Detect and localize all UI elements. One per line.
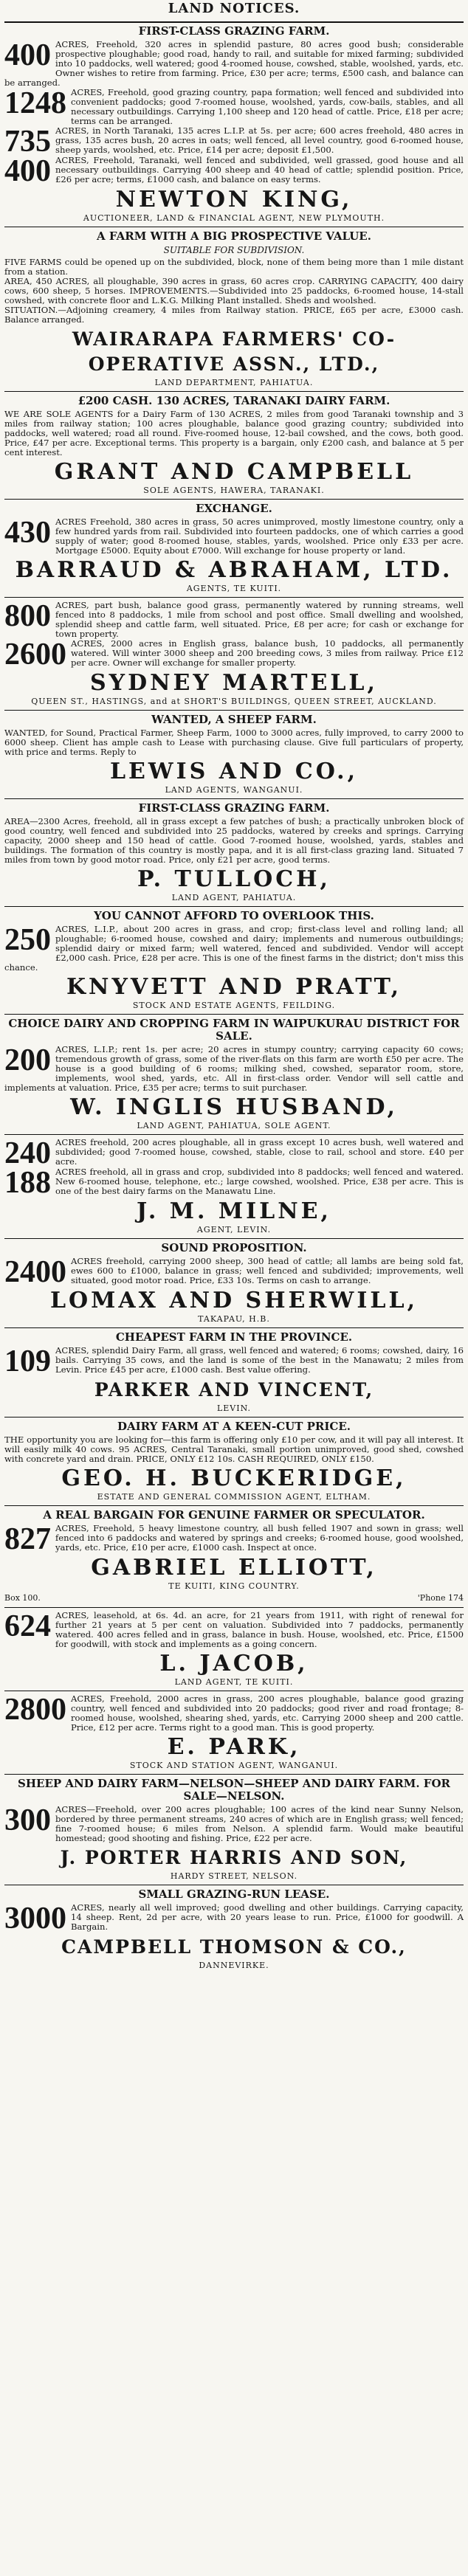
acre-number: 2400 — [4, 1255, 66, 1289]
ad-sound-proposition — [4, 1242, 464, 1324]
ad-headline: WANTED, A SHEEP FARM. — [151, 713, 317, 726]
section-rule — [4, 21, 464, 23]
ad-text: ACRES, Freehold, 5 heavy limestone country, all bush felled 1907 and sown in grass; well fenced into 6 paddocks and watered by springs and creeks; 6-roomed house, good woolshed, yards, etc. Price, £10 per acre, £1000 cash. Inspect at once. — [55, 1523, 464, 1553]
agent-name: L. JACOB, — [159, 1651, 309, 1677]
agent-name: GRANT AND CAMPBELL — [54, 459, 414, 485]
ad-milne-levin — [4, 1138, 464, 1235]
acre-number: 250 — [4, 923, 51, 957]
agent-subtitle: LAND AGENT, PAHIATUA, SOLE AGENT. — [137, 1121, 331, 1130]
acre-number: 2600 — [4, 638, 66, 671]
acre-number: 300 — [4, 1803, 51, 1837]
agent-name: LOMAX AND SHERWILL, — [49, 1288, 419, 1313]
ad-nelson-sheep-dairy — [4, 1778, 464, 1881]
agent-subtitle: AUCTIONEER, LAND & FINANCIAL AGENT, NEW PLYMOUTH. — [83, 213, 385, 223]
ad-text: ACRES, L.I.P.; rent 1s. per acre; 20 acres in stumpy country; carrying capacity 60 cows; tremendous growth of grass, some of the river-flats on this farm are worth £50 per acre. The house is a good building of 6 rooms; milking shed, cowshed, separator room, store, implements, wool shed, yards, etc. All in first-class order. Vendor will sell cattle and implements at valuation. Price, £35 per acre; terms to suit purchaser. — [4, 1044, 464, 1093]
ad-text: ACRES, splendid Dairy Farm, all grass, well fenced and watered; 6 rooms; cowshed, dairy, 16 bails. Carrying 35 cows, and the land is some of the best in the Manawatu; 2 miles from Levin. Price £45 per acre, £1000 cash. Best value offering. — [55, 1345, 464, 1375]
divider — [4, 1238, 464, 1239]
agent-subtitle: LAND AGENT, TE KUITI. — [174, 1677, 294, 1687]
ad-text: ACRES—Freehold, over 200 acres ploughable; 100 acres of the kind near Sunny Nelson, bordered by three permanent streams, 240 acres of which are in English grass; well fenced; fine 7-roomed house; 6 miles from Nelson. A splendid farm. Would make beautiful homestead; good shooting and fishing. Price, £22 per acre. — [55, 1804, 464, 1843]
agent-name: J. M. MILNE, — [137, 1198, 331, 1224]
ad-headline: SMALL GRAZING-RUN LEASE. — [138, 1888, 330, 1901]
divider — [4, 710, 464, 711]
acre-number: 2800 — [4, 1693, 66, 1727]
ad-headline: DAIRY FARM AT A KEEN-CUT PRICE. — [117, 1420, 351, 1433]
ad-small-grazing-run — [4, 1888, 464, 1970]
agent-subtitle: STOCK AND ESTATE AGENTS, FEILDING. — [132, 1001, 336, 1010]
ad-headline: A FARM WITH A BIG PROSPECTIVE VALUE. — [97, 229, 371, 243]
acre-number: 735 — [4, 125, 51, 159]
section-title: LAND NOTICES. — [168, 1, 300, 16]
acre-number: 1248 — [4, 86, 66, 120]
ad-headline: FIRST-CLASS GRAZING FARM. — [138, 801, 330, 815]
ad-first-class-grazing-farm — [4, 25, 464, 223]
agent-name: KNYVETT AND PRATT, — [66, 974, 402, 1000]
divider — [4, 1014, 464, 1015]
divider — [4, 1134, 464, 1135]
agent-name: W. INGLIS HUSBAND, — [70, 1094, 398, 1120]
ad-text: ACRES, leasehold, at 6s. 4d. an acre, for 21 years from 1911, with right of renewal for further 21 years at 5 per cent on valuation. Subdivided into 7 paddocks, permanently watered. 400 acres felled and in grass, balance in bush. House, woolshed, etc. Price, £1500 for goodwill, with stock and implements as a going concern. — [55, 1610, 464, 1649]
ad-subhead: SUITABLE FOR SUBDIVISION. — [163, 245, 305, 255]
divider — [4, 1505, 464, 1506]
ad-waipukurau-dairy — [4, 1018, 464, 1130]
agent-subtitle: TAKAPAU, H.B. — [198, 1314, 270, 1324]
agent-name: CAMPBELL THOMSON & CO., — [61, 1936, 407, 1958]
ad-big-prospective-value — [4, 230, 464, 387]
agent-subtitle: AGENT, LEVIN. — [196, 1225, 272, 1235]
ad-details: AREA, 450 ACRES, all ploughable, 390 acres in grass, 60 acres crop. CARRYING CAPACITY, 400 dairy cows, 600 sheep, 5 horses. IMPROVEMENTS.—Subdivided into 25 paddocks, 6-roomed house, 14-stall cowshed, with concrete floor and L.K.G. Milking Plant installed. Sheds and woolshed. — [4, 276, 464, 305]
agent-subtitle: LAND AGENTS, WANGANUI. — [165, 785, 303, 795]
ad-text: ACRES, Freehold, 320 acres in splendid pasture, 80 acres good bush; considerable prospective ploughable; good road, handy to rail, and suitable for mixed farming; subdivided into 10 paddocks, well watered; good 4-roomed house, cowshed, stable, woolshed, yards, etc. Owner wishes to retire from farming. Price, £30 per acre; terms, £500 cash, and balance can be arranged. — [4, 39, 464, 88]
agent-subtitle: HARDY STREET, NELSON. — [170, 1871, 298, 1881]
ad-text: ACRES, Freehold, Taranaki, well fenced and subdivided, well grassed, good house and all necessary outbuildings. Carrying 400 sheep and 40 head of cattle; splendid position. Price, £26 per acre; terms, £1000 cash, and balance on easy terms. — [55, 155, 464, 184]
ad-text: ACRES, 2000 acres in English grass, balance bush, 10 paddocks, all permanently watered. Will winter 3000 sheep and 200 breeding cows, 3 miles from railway. Price £12 per acre. Owner will exchange for smaller property. — [71, 638, 464, 668]
ad-cheapest-farm — [4, 1331, 464, 1413]
ad-text: ACRES, L.I.P., about 200 acres in grass, and crop; first-class level and rolling land; all ploughable; 6-roomed house, cowshed and dairy; implements and numerous outbuildings; splendid dairy or mixed farm; well watered, fenced and subdivided. Vendor will accept £2,000 cash. Price, £28 per acre. This is one of the finest farms in the district; don't miss this chance. — [4, 924, 464, 973]
ad-exchange — [4, 503, 464, 593]
agent-name: NEWTON KING, — [115, 187, 353, 213]
acre-number: 188 — [4, 1166, 51, 1200]
ad-text: ACRES freehold, all in grass and crop, subdivided into 8 paddocks; well fenced and watered. New 6-roomed house, telephone, etc.; large cowshed, woolshed. Price, £38 per acre. This is one of the best dairy farms on the Manawatu Line. — [55, 1167, 464, 1196]
agent-subtitle: STOCK AND STATION AGENT, WANGANUI. — [129, 1761, 339, 1770]
agent-subtitle: QUEEN ST., HASTINGS, and at SHORT'S BUILDINGS, QUEEN STREET, AUCKLAND. — [31, 697, 437, 706]
ad-headline: FIRST-CLASS GRAZING FARM. — [138, 24, 330, 38]
ad-headline: EXCHANGE. — [196, 502, 272, 515]
divider — [4, 1327, 464, 1328]
ad-situation: SITUATION.—Adjoining creamery, 4 miles from Railway station. PRICE, £65 per acre, £3000 cash. Balance arranged. — [4, 305, 464, 325]
ad-real-bargain — [4, 1509, 464, 1603]
ad-first-class-grazing-farm-pahiatua — [4, 802, 464, 902]
agent-subtitle: AGENTS, TE KUITI. — [186, 584, 282, 593]
agent-name: J. PORTER HARRIS AND SON, — [60, 1847, 408, 1868]
ad-text: THE opportunity you are looking for—this farm is offering only £10 per cow, and it will pay all interest. It will easily milk 40 cows. 95 ACRES, Central Taranaki, small portion unimproved, good shed, cowshed with concrete yard and drain. PRICE, ONLY £12 10s. CASH REQUIRED, ONLY £150. — [4, 1434, 464, 1464]
ad-text: ACRES, Freehold, 2000 acres in grass, 200 acres ploughable, balance good grazing country, well fenced and subdivided into 20 paddocks; good river and road frontage; 8-roomed house, woolshed, shearing shed, yards, etc. Carrying 2000 sheep and 200 cattle. Price, £12 per acre. Terms right to a good man. This is good property. — [71, 1693, 464, 1733]
ad-keen-cut-price — [4, 1420, 464, 1502]
ad-text: ACRES freehold, carrying 2000 sheep, 300 head of cattle; all lambs are being sold fat, ewes 600 to £1000, balance in grass; well fenced and subdivided; improvements, well situated, good motor road. Price, £33 10s. Terms on cash to arrange. — [71, 1256, 464, 1285]
agent-subtitle: LEVIN. — [216, 1403, 252, 1413]
agent-subtitle: ESTATE AND GENERAL COMMISSION AGENT, ELTHAM. — [97, 1492, 371, 1502]
ad-text: ACRES, part bush, balance good grass, permanently watered by running streams, well fenced into 8 paddocks, 1 mile from school and post office. Small dwelling and woolshed, splendid sheep and cattle farm, well situated. Price, £8 per acre; for cash or exchange for town property. — [55, 600, 464, 639]
phone-number: 'Phone 174 — [417, 1593, 464, 1603]
agent-name: BARRAUD & ABRAHAM, LTD. — [15, 557, 453, 583]
ad-taranaki-dairy-farm — [4, 395, 464, 495]
agent-name: P. TULLOCH, — [137, 866, 331, 892]
agent-name: E. PARK, — [167, 1734, 301, 1760]
ad-headline: SHEEP AND DAIRY FARM—NELSON—SHEEP AND DAIRY FARM. FOR SALE—NELSON. — [18, 1777, 450, 1803]
ad-text: ACRES, nearly all well improved; good dwelling and other buildings. Carrying capacity, 14 sheep. Rent, 2d per acre, with 20 years lease to run. Price, £1000 for goodwill. A Bargain. — [71, 1902, 464, 1932]
ad-headline: £200 CASH. 130 ACRES, TARANAKI DAIRY FARM. — [78, 394, 390, 407]
agent-name: SYDNEY MARTELL, — [90, 670, 378, 696]
divider — [4, 499, 464, 500]
acre-number: 400 — [4, 154, 51, 188]
acre-number: 109 — [4, 1344, 51, 1378]
ad-leasehold-jacob — [4, 1611, 464, 1687]
divider — [4, 1774, 464, 1775]
divider — [4, 1417, 464, 1418]
acre-number: 240 — [4, 1136, 51, 1170]
acre-number: 3000 — [4, 1902, 66, 1936]
ad-text: WE ARE SOLE AGENTS for a Dairy Farm of 130 ACRES, 2 miles from good Taranaki township and 3 miles from railway station; 100 acres ploughable, balance good grazing country; subdivided into paddocks, well watered; road all round. Five-roomed house, 12-bail cowshed, and the cows, both good. Price, £47 per acre. Exceptional terms. This property is a bargain, only £200 cash, and balance at 5 per cent interest. — [4, 409, 464, 457]
agent-subtitle: LAND DEPARTMENT, PAHIATUA. — [154, 378, 314, 387]
ad-e-park — [4, 1694, 464, 1770]
ad-text: ACRES, in North Taranaki, 135 acres L.I.P. at 5s. per acre; 600 acres freehold, 480 acres in grass, 135 acres bush, 20 acres in oats; well fenced, all level country, good 6-roomed house, sheep yards, woolshed, etc. Price, £14 per acre; deposit £1,500. — [55, 125, 464, 155]
ad-cannot-overlook — [4, 910, 464, 1010]
agent-name: LEWIS AND CO., — [109, 759, 359, 784]
divider — [4, 1607, 464, 1608]
agent-name: WAIRARAPA FARMERS' CO-OPERATIVE ASSN., LTD., — [72, 328, 396, 375]
agent-name: GABRIEL ELLIOTT, — [91, 1555, 377, 1581]
agent-name: PARKER AND VINCENT, — [94, 1379, 374, 1401]
divider — [4, 391, 464, 392]
ad-headline: YOU CANNOT AFFORD TO OVERLOOK THIS. — [94, 909, 374, 922]
agent-subtitle: LAND AGENT, PAHIATUA. — [171, 893, 297, 902]
ad-text: ACRES Freehold, 380 acres in grass, 50 acres unimproved, mostly limestone country, only a few hundred yards from rail. Subdivided into fourteen paddocks, one of which carries a good supply of water; good 8-roomed house, stables, yards, woolshed. Price only £33 per acre. Mortgage £5000. Equity about £7000. Will exchange for house property or land. — [55, 517, 464, 556]
agent-name: GEO. H. BUCKERIDGE, — [61, 1465, 407, 1491]
ad-headline: CHEAPEST FARM IN THE PROVINCE. — [115, 1330, 353, 1344]
ad-text: ACRES, Freehold, good grazing country, papa formation; well fenced and subdivided into convenient paddocks; good 7-roomed house, woolshed, yards, cow-bails, stables, and all necessary outbuildings. Carrying 1,100 sheep and 120 head of cattle. Price, £18 per acre; terms can be arranged. — [71, 87, 464, 126]
acre-number: 827 — [4, 1522, 51, 1556]
ad-headline: SOUND PROPOSITION. — [161, 1241, 307, 1254]
divider — [4, 906, 464, 907]
ad-text: ACRES freehold, 200 acres ploughable, all in grass except 10 acres bush, well watered and subdivided; good 7-roomed house, cowshed, stable, close to rail, school and store. £40 per acre. — [55, 1137, 464, 1167]
box-number: Box 100. — [4, 1593, 41, 1603]
ad-headline: CHOICE DAIRY AND CROPPING FARM IN WAIPUKURAU DISTRICT FOR SALE. — [8, 1017, 460, 1043]
acre-number: 200 — [4, 1043, 51, 1077]
acre-number: 800 — [4, 599, 51, 633]
ad-wanted-sheep-farm — [4, 714, 464, 795]
ad-headline: A REAL BARGAIN FOR GENUINE FARMER OR SPECULATOR. — [43, 1508, 425, 1522]
acre-number: 430 — [4, 516, 51, 550]
agent-subtitle: DANNEVIRKE. — [199, 1961, 269, 1970]
acre-number: 624 — [4, 1609, 51, 1643]
ad-text: AREA—2300 Acres, freehold, all in grass except a few patches of bush; a practically unbroken block of good country, well fenced and subdivided into 25 paddocks, watered by creeks and springs. Carrying capacity, 2000 sheep and 150 head of cattle. Good 7-roomed house, woolshed, yards, stables and buildings. The formation of this country is mostly papa, and it is all first-class grazing land. Situated 7 miles from town by good motor road. Price, only £21 per acre, good terms. — [4, 816, 464, 865]
divider — [4, 798, 464, 799]
divider — [4, 597, 464, 598]
ad-text: FIVE FARMS could be opened up on the subdivided, block, none of them being more than 1 mile distant from a station. — [4, 257, 464, 277]
acre-number: 400 — [4, 38, 51, 72]
ad-text: WANTED, for Sound, Practical Farmer, Sheep Farm, 1000 to 3000 acres, fully improved, to carry 2000 to 6000 sheep. Client has ample cash to Lease with purchasing clause. Give full particulars of property, with price and terms. Reply to — [4, 728, 464, 757]
agent-subtitle: TE KUITI, KING COUNTRY. — [168, 1581, 300, 1591]
agent-subtitle: SOLE AGENTS, HAWERA, TARANAKI. — [143, 486, 325, 495]
ad-sydney-martell — [4, 601, 464, 706]
